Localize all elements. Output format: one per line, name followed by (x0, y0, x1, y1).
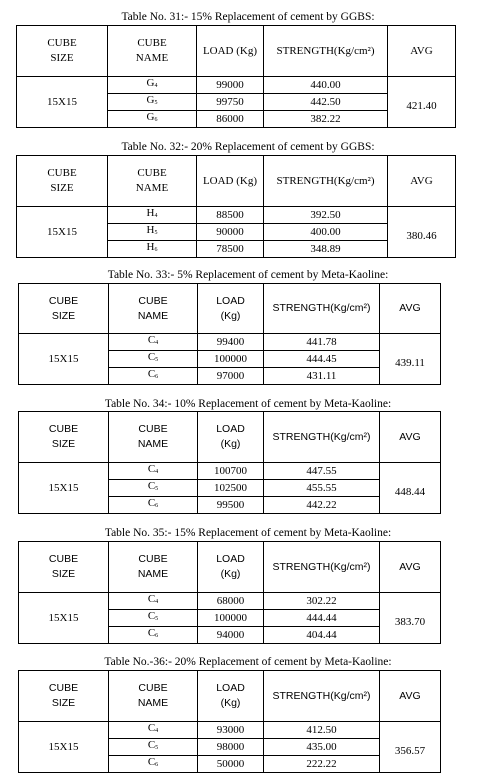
strength-value: 400.00 (310, 225, 341, 238)
strength-value: 444.44 (306, 611, 337, 624)
header-cube-name (109, 412, 198, 463)
header-avg (380, 412, 441, 463)
header-strength-label: STRENGTH(Kg/cm²) (276, 44, 375, 57)
load-cell (198, 463, 264, 480)
avg-value: 448.44 (394, 485, 426, 498)
load-value: 93000 (216, 723, 245, 736)
load-value: 100700 (214, 464, 247, 477)
avg-cell (380, 334, 441, 385)
cube-name-cell (109, 351, 198, 368)
cube-name-cell (109, 627, 198, 644)
cube-name-letter: C (147, 593, 156, 605)
load-cell (197, 241, 264, 258)
table-row (17, 77, 456, 94)
cube-name-letter: C (147, 610, 156, 622)
cube-size-cell (19, 463, 109, 514)
strength-cell (264, 627, 380, 644)
load-cell (198, 334, 264, 351)
avg-cell (388, 77, 456, 128)
header-strength (264, 412, 380, 463)
header-load-label: LOAD (Kg) (202, 174, 258, 187)
table-row (19, 463, 441, 480)
cube-name-subscript: 5 (155, 745, 159, 751)
header-avg-label: AVG (399, 302, 421, 314)
header-cube-name-label: CUBE NAME (135, 37, 169, 64)
header-cube-name (108, 26, 197, 77)
header-cube-size (19, 284, 109, 334)
avg-value: 383.70 (394, 615, 426, 628)
load-value: 100000 (214, 352, 247, 365)
cube-name-cell (109, 593, 198, 610)
load-cell (198, 480, 264, 497)
cube-size-cell (19, 593, 109, 644)
header-load-label: LOAD (Kg) (216, 553, 245, 580)
strength-value: 440.00 (310, 78, 341, 91)
avg-cell (380, 463, 441, 514)
load-value: 102500 (214, 481, 247, 494)
strength-value: 431.11 (306, 369, 337, 382)
strength-cell (264, 739, 380, 756)
header-load (197, 156, 264, 207)
strength-value: 444.45 (306, 352, 337, 365)
header-cube-size-label: CUBE SIZE (47, 167, 77, 194)
header-load (198, 542, 264, 593)
strength-cell (264, 463, 380, 480)
avg-cell (388, 207, 456, 258)
cube-size-value: 15X15 (48, 352, 79, 365)
cube-size-cell (19, 334, 109, 385)
strength-value: 348.89 (310, 242, 341, 255)
header-load-label: LOAD (Kg) (202, 44, 258, 57)
header-cube-name-label: CUBE NAME (137, 423, 169, 450)
strength-cell (264, 241, 388, 258)
cube-name-cell (108, 77, 197, 94)
cube-name-cell (109, 722, 198, 739)
avg-value: 356.57 (394, 744, 426, 757)
header-avg-label: AVG (410, 174, 433, 187)
cube-name-subscript: 6 (154, 117, 158, 123)
header-strength (264, 542, 380, 593)
cube-size-value: 15X15 (48, 481, 79, 494)
strength-value: 442.22 (306, 498, 337, 511)
header-load (198, 284, 264, 334)
load-cell (198, 351, 264, 368)
load-cell (198, 497, 264, 514)
header-avg-label: AVG (399, 430, 421, 443)
load-value: 97000 (216, 369, 245, 382)
load-value: 86000 (216, 112, 244, 125)
load-cell (197, 224, 264, 241)
header-avg (388, 156, 456, 207)
header-strength-label: STRENGTH(Kg/cm²) (272, 430, 371, 443)
strength-value: 382.22 (310, 112, 341, 125)
header-row (17, 26, 456, 77)
strength-value: 447.55 (306, 464, 337, 477)
load-value: 99400 (216, 335, 245, 348)
strength-cell (264, 77, 388, 94)
data-table (18, 283, 441, 385)
data-table (16, 155, 456, 258)
header-cube-size-label: CUBE SIZE (47, 37, 77, 64)
cube-name-subscript: 5 (155, 616, 159, 622)
header-cube-name-label: CUBE NAME (137, 682, 169, 709)
strength-cell (264, 351, 380, 368)
header-strength-label: STRENGTH(Kg/cm²) (272, 302, 371, 314)
cube-name-subscript: 5 (155, 357, 159, 363)
cube-name-letter: C (147, 368, 156, 380)
header-cube-size-label: CUBE SIZE (48, 423, 79, 450)
cube-name-cell (108, 207, 197, 224)
strength-cell (264, 722, 380, 739)
cube-name-cell (109, 610, 198, 627)
table-caption: Table No. 32:- 20% Replacement of cement by GGBS: (121, 141, 375, 153)
strength-cell (264, 111, 388, 128)
strength-value: 412.50 (306, 723, 337, 736)
cube-name-letter: H (146, 207, 155, 219)
header-row (19, 542, 441, 593)
load-value: 98000 (216, 740, 245, 753)
header-avg (388, 26, 456, 77)
load-value: 94000 (216, 628, 245, 641)
load-cell (197, 207, 264, 224)
cube-name-letter: C (147, 739, 156, 751)
strength-cell (264, 368, 380, 385)
header-strength-label: STRENGTH(Kg/cm²) (272, 689, 371, 702)
header-cube-size (19, 671, 109, 722)
table-caption: Table No. 35:- 15% Replacement of cement by Meta-Kaoline: (104, 527, 392, 539)
strength-value: 302.22 (306, 594, 337, 607)
strength-cell (264, 497, 380, 514)
load-value: 78500 (216, 242, 244, 255)
load-value: 100000 (214, 611, 247, 624)
cube-name-subscript: 6 (154, 247, 158, 253)
cube-name-cell (108, 241, 197, 258)
load-cell (198, 739, 264, 756)
cube-name-letter: C (147, 756, 156, 768)
load-value: 88500 (216, 208, 244, 221)
cube-size-value: 15X15 (47, 225, 77, 238)
table-row (19, 334, 441, 351)
load-cell (198, 610, 264, 627)
header-avg (380, 671, 441, 722)
cube-name-letter: C (147, 627, 156, 639)
cube-name-subscript: 4 (155, 469, 159, 475)
cube-name-letter: C (147, 334, 156, 346)
header-strength (264, 284, 380, 334)
load-cell (198, 722, 264, 739)
data-table (18, 541, 441, 644)
cube-name-cell (109, 368, 198, 385)
strength-value: 455.55 (306, 481, 337, 494)
cube-name-cell (108, 224, 197, 241)
data-table (16, 25, 456, 128)
header-cube-size (19, 542, 109, 593)
load-cell (198, 593, 264, 610)
cube-name-letter: G (146, 94, 155, 106)
cube-name-subscript: 5 (154, 100, 158, 106)
header-row (19, 412, 441, 463)
strength-cell (264, 610, 380, 627)
load-value: 90000 (216, 225, 244, 238)
cube-size-value: 15X15 (48, 611, 79, 624)
avg-cell (380, 722, 441, 773)
header-cube-size (19, 412, 109, 463)
table-caption: Table No.-36:- 20% Replacement of cement by Meta-Kaoline: (104, 656, 392, 668)
table-caption: Table No. 34:- 10% Replacement of cement by Meta-Kaoline: (104, 398, 392, 410)
header-cube-size-label: CUBE SIZE (48, 553, 79, 580)
cube-name-subscript: 6 (155, 374, 159, 380)
strength-value: 442.50 (310, 95, 341, 108)
strength-cell (264, 334, 380, 351)
cube-name-subscript: 6 (155, 762, 159, 768)
load-value: 68000 (216, 594, 245, 607)
header-strength (264, 156, 388, 207)
avg-value: 380.46 (406, 229, 437, 242)
load-value: 99750 (216, 95, 244, 108)
table-row (19, 593, 441, 610)
table-row (19, 722, 441, 739)
header-load-label: LOAD (Kg) (216, 423, 245, 450)
strength-value: 435.00 (306, 740, 337, 753)
load-cell (197, 111, 264, 128)
header-strength (264, 26, 388, 77)
header-cube-name-label: CUBE NAME (137, 294, 169, 322)
cube-name-cell (109, 497, 198, 514)
cube-name-letter: C (147, 480, 156, 492)
header-strength-label: STRENGTH(Kg/cm²) (276, 174, 375, 187)
header-cube-name-label: CUBE NAME (137, 553, 169, 580)
cube-name-cell (109, 334, 198, 351)
header-avg-label: AVG (399, 560, 421, 573)
header-cube-name (109, 542, 198, 593)
avg-cell (380, 593, 441, 644)
cube-name-subscript: 4 (155, 728, 159, 734)
header-avg-label: AVG (399, 689, 421, 702)
cube-name-letter: C (147, 722, 156, 734)
data-table (18, 670, 441, 773)
cube-size-cell (19, 722, 109, 773)
cube-name-cell (108, 94, 197, 111)
cube-name-subscript: 4 (155, 340, 159, 346)
header-cube-name-label: CUBE NAME (135, 167, 169, 194)
cube-name-subscript: 4 (155, 599, 159, 605)
strength-cell (264, 207, 388, 224)
cube-name-letter: H (146, 241, 155, 253)
header-row (17, 156, 456, 207)
cube-name-letter: G (146, 111, 155, 123)
header-avg-label: AVG (410, 44, 433, 57)
header-cube-size (17, 156, 108, 207)
table-row (17, 207, 456, 224)
cube-name-cell (109, 739, 198, 756)
cube-name-subscript: 6 (155, 503, 159, 509)
header-avg (380, 542, 441, 593)
table-caption: Table No. 31:- 15% Replacement of cement by GGBS: (121, 11, 375, 23)
load-value: 50000 (216, 757, 245, 770)
cube-name-letter: C (147, 351, 156, 363)
cube-name-letter: C (147, 497, 156, 509)
load-cell (197, 77, 264, 94)
header-strength (264, 671, 380, 722)
cube-name-subscript: 5 (155, 486, 159, 492)
avg-value: 439.11 (395, 356, 425, 369)
cube-size-cell (17, 77, 108, 128)
cube-size-value: 15X15 (48, 740, 79, 753)
cube-name-subscript: 6 (155, 633, 159, 639)
cube-size-value: 15X15 (47, 95, 77, 108)
strength-cell (264, 224, 388, 241)
header-avg (380, 284, 441, 334)
header-strength-label: STRENGTH(Kg/cm²) (272, 560, 371, 573)
header-load (198, 412, 264, 463)
cube-name-letter: G (146, 77, 155, 89)
load-cell (197, 94, 264, 111)
load-value: 99000 (216, 78, 244, 91)
avg-value: 421.40 (406, 99, 437, 112)
load-value: 99500 (216, 498, 245, 511)
strength-cell (264, 480, 380, 497)
cube-name-subscript: 4 (154, 83, 158, 89)
table-caption: Table No. 33:- 5% Replacement of cement by Meta-Kaoline: (107, 269, 389, 281)
strength-value: 441.78 (306, 335, 337, 348)
strength-cell (264, 94, 388, 111)
cube-name-subscript: 4 (154, 213, 158, 219)
cube-name-subscript: 5 (154, 230, 158, 236)
header-cube-size-label: CUBE SIZE (48, 294, 79, 322)
strength-cell (264, 756, 380, 773)
cube-name-letter: C (147, 463, 156, 475)
header-cube-name (109, 284, 198, 334)
strength-value: 392.50 (310, 208, 341, 221)
header-row (19, 284, 441, 334)
data-table (18, 411, 441, 514)
load-cell (198, 627, 264, 644)
header-cube-size-label: CUBE SIZE (48, 682, 79, 709)
strength-value: 222.22 (306, 757, 337, 770)
header-cube-name (109, 671, 198, 722)
cube-name-cell (109, 480, 198, 497)
header-cube-name (108, 156, 197, 207)
load-cell (198, 368, 264, 385)
cube-size-cell (17, 207, 108, 258)
cube-name-cell (109, 463, 198, 480)
strength-value: 404.44 (306, 628, 337, 641)
header-cube-size (17, 26, 108, 77)
cube-name-letter: H (146, 224, 155, 236)
header-load-label: LOAD (Kg) (216, 294, 245, 322)
header-row (19, 671, 441, 722)
header-load-label: LOAD (Kg) (216, 682, 245, 709)
cube-name-cell (109, 756, 198, 773)
header-load (197, 26, 264, 77)
strength-cell (264, 593, 380, 610)
header-load (198, 671, 264, 722)
cube-name-cell (108, 111, 197, 128)
load-cell (198, 756, 264, 773)
